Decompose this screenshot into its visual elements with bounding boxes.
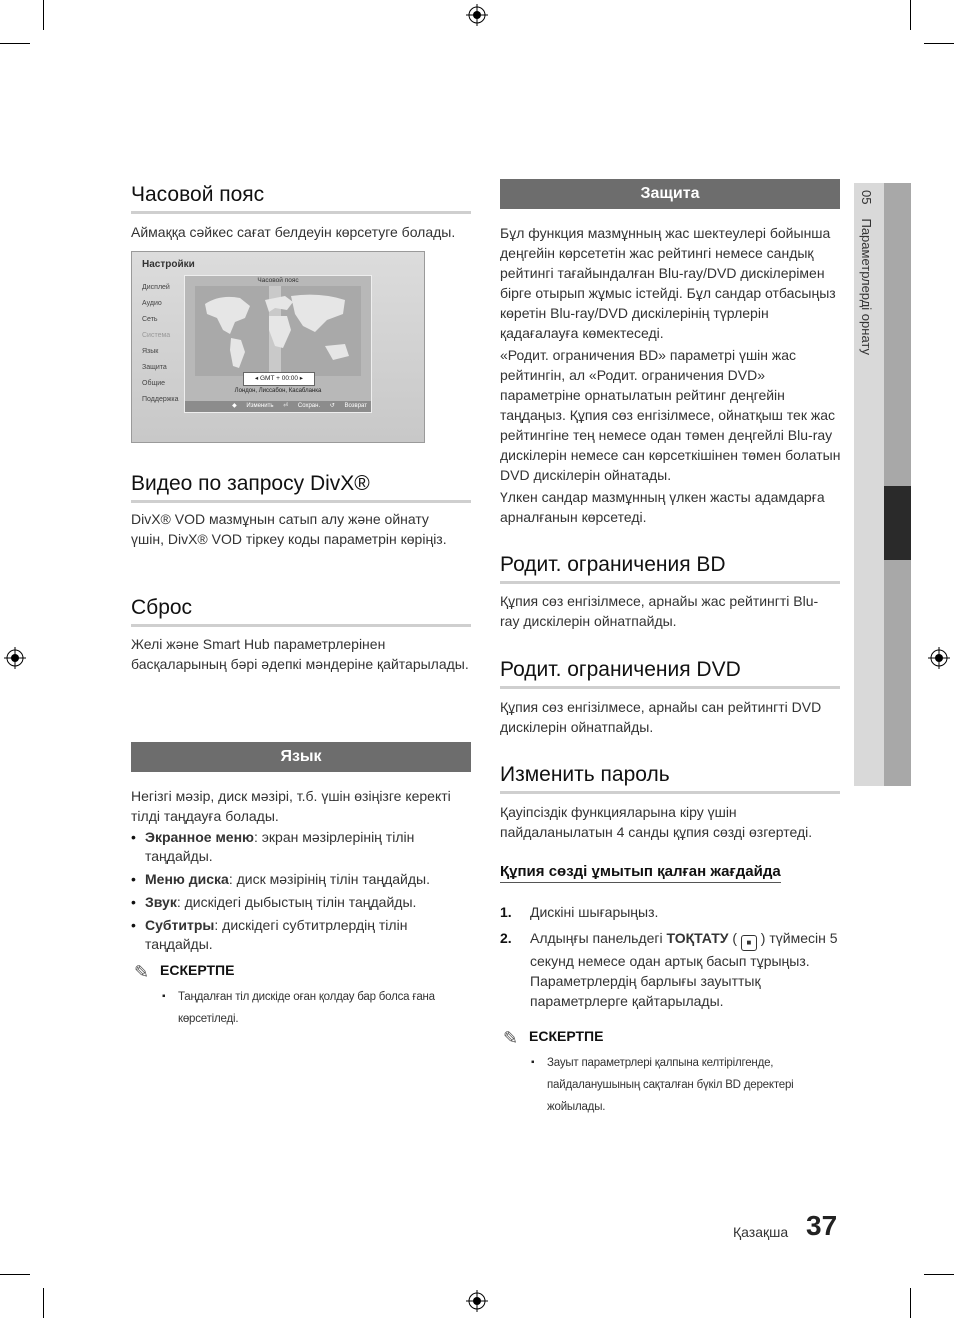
password-text: Қауіпсіздік функцияларына кіру үшін пайдаланылатын 4 санды құпия сөзді өзгертеді. (500, 804, 813, 840)
password-heading: Изменить пароль (500, 763, 840, 794)
language-bar: Язык (131, 742, 471, 772)
panel-footer: ◆ Изменить ⏎ Сохран. ↺ Возврат (185, 401, 371, 412)
menu-item: Язык (142, 348, 159, 355)
side-tab-dark (884, 183, 911, 786)
settings-menu (142, 280, 179, 408)
side-tab-marker (884, 486, 911, 560)
bd-text: Құпия сөз енгізілмесе, арнайы жас рейтингті Blu-ray дискілерін ойнатпайды. (500, 593, 819, 629)
registration-mark-icon (466, 1290, 488, 1312)
note-title: ЕСКЕРТПЕ (160, 962, 235, 978)
menu-item: Поддержка (142, 396, 179, 403)
crop-mark (0, 1274, 30, 1275)
list-item: • Субтитры: дискідегі субтитрлердің тілін таңдайды. (131, 916, 466, 954)
page-number: 37 (806, 1210, 838, 1241)
settings-title: Настройки (142, 259, 195, 270)
dvd-heading: Родит. ограничения DVD (500, 658, 840, 689)
registration-mark-icon (466, 4, 488, 26)
steps-list (500, 902, 842, 1017)
chapter-number: 05 (859, 190, 874, 205)
panel-title: Часовой пояс (257, 277, 299, 284)
list-item: • Звук: дискідегі дыбыстың тілін таңдайды. (131, 893, 466, 912)
timezone-heading: Часовой пояс (131, 183, 471, 214)
list-item: • Экранное меню: экран мәзірлерінің тілін таңдайды. (131, 828, 466, 866)
divx-heading: Видео по запросу DivX® (131, 472, 471, 503)
registration-mark-icon (928, 647, 950, 669)
reset-heading: Сброс (131, 596, 471, 627)
protection-bar: Защита (500, 179, 840, 209)
pencil-icon: ✎ (503, 1028, 519, 1048)
crop-mark (43, 0, 44, 30)
footer-return: Возврат (344, 403, 367, 409)
list-item: • Меню диска: диск мәзірінің тілін таңдайды. (131, 870, 466, 889)
menu-item: Дисплей (142, 284, 170, 291)
gmt-value: GMT + 00:00 (260, 375, 298, 382)
bd-heading: Родит. ограничения BD (500, 553, 840, 584)
crop-mark (0, 43, 30, 44)
note-text: ▪ Зауыт параметрлері қалпына келтірілгенде, пайдаланушының сақталған бүкіл BD деректері жойылады. (547, 1052, 842, 1118)
menu-item: Общие (142, 380, 166, 387)
crop-mark (910, 0, 911, 30)
crop-mark (924, 43, 954, 44)
crop-mark (910, 1288, 911, 1318)
step-item: 1. Дискіні шығарыңыз. (500, 904, 659, 920)
protection-p3: Үлкен сандар мазмұнның үлкен жасты адамдарға арналғанын көрсетеді. (500, 489, 825, 525)
note-text: ▪ Таңдалған тіл дискіде оған қолдау бар болса ғана көрсетіледі. (178, 986, 453, 1030)
divx-text: DivX® VOD мазмұнын сатып алу және ойнату үшін, DivX® VOD тіркеу коды параметрін көріңіз. (131, 511, 447, 547)
footer-save: Сохран. (297, 403, 321, 409)
protection-p2: «Родит. ограничения BD» параметрі үшін жас рейтингін, ал «Родит. ограничения DVD» параметріне орнатылатын рейтинг деңгейін таңдаңыз. Құпия сөз енгізілмесе, ойнатқыш тек жас рейтингіне тең немесе одан төмен деңгейлі Blu-ray дискілерін немесе сан көрсеткішінен төмен болатын DVD дискілерін ойнатады. (500, 347, 841, 483)
language-list (131, 828, 466, 958)
timezone-screenshot (131, 251, 425, 443)
reset-text: Желі және Smart Hub параметрлерінен басқаларының бәрі әдепкі мәндеріне қайтарылады. (131, 636, 469, 672)
crop-mark (43, 1288, 44, 1318)
world-map-icon (195, 286, 361, 376)
menu-item: Защита (142, 364, 167, 371)
pencil-icon: ✎ (134, 962, 150, 982)
side-label (859, 190, 874, 355)
timezone-panel (184, 275, 372, 413)
registration-mark-icon (4, 647, 26, 669)
menu-item: Аудио (142, 300, 162, 307)
timezone-text: Аймаққа сәйкес сағат белдеуін көрсетуге болады. (131, 224, 456, 240)
footer-change: Изменить (246, 403, 274, 409)
language-text: Негізгі мәзір, диск мәзірі, т.б. үшін өзіңізге керекті тілді таңдауға болады. (131, 788, 451, 824)
menu-item: Система (142, 332, 171, 339)
cities-label: Лондон, Лиссабон, Касабланка (234, 388, 322, 394)
step-item: 2. Алдыңғы панельдегі ТОҚТАТУ ( ■ ) түймесін 5 секунд немесе одан артық басып тұрыңыз. Параметрлердің барлығы зауыттық параметрлерге қайтарылады. (500, 930, 838, 1009)
crop-mark (924, 1274, 954, 1275)
chapter-title: Параметрлерді орнату (859, 218, 874, 355)
stop-button-icon: ■ (741, 935, 757, 951)
forgot-heading: Құпия сөзді ұмытып қалған жағдайда (500, 863, 781, 883)
dvd-text: Құпия сөз енгізілмесе, арнайы сан рейтингті DVD дискілерін ойнатпайды. (500, 699, 822, 735)
menu-item: Сеть (142, 316, 158, 323)
gmt-selector: ◂ GMT + 00:00 ▸ (243, 372, 315, 386)
protection-p1: Бұл функция мазмұнның жас шектеулері бойынша деңгейін көрсететін жас рейтингі немесе сандық рейтингі тағайындалған Blu-ray/DVD дискілерімен бірге отырып жұмыс істейді. Бұл сандар отбасыңыз көретін Blu-ray/DVD дискілерінің түрлерін қадағалауға көмектеседі. (500, 225, 836, 341)
note-title: ЕСКЕРТПЕ (529, 1028, 604, 1044)
footer-language: Қазақша (733, 1224, 789, 1240)
